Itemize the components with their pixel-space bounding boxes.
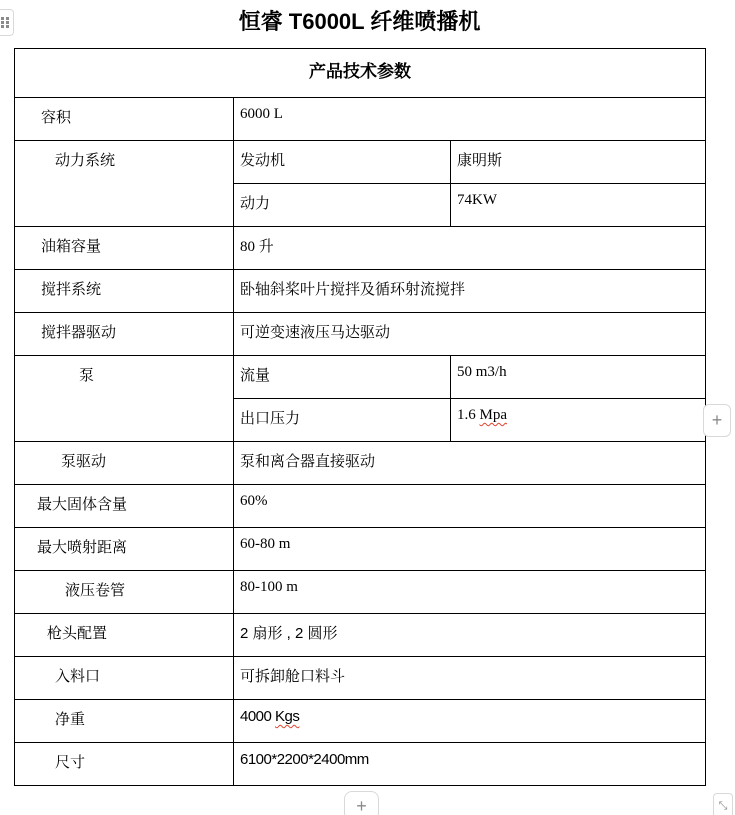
outlet-pressure-value-cell[interactable]: [451, 399, 706, 442]
agitator-drive-value-cell[interactable]: 可逆变速液压马达驱动: [234, 313, 706, 356]
mixing-system-label-cell[interactable]: 搅拌系统: [15, 270, 234, 313]
hose-reel-label-cell[interactable]: 液压卷管: [15, 571, 234, 614]
document-title[interactable]: 恒睿 T6000L 纤维喷播机: [238, 9, 481, 34]
table-row: [15, 528, 706, 571]
pump-drive-value-cell[interactable]: 泵和离合器直接驱动: [234, 442, 706, 485]
dimensions-label-cell[interactable]: 尺寸: [15, 743, 234, 786]
hose-reel-value-cell[interactable]: 80-100 m: [234, 571, 706, 614]
inlet-label-cell[interactable]: 入料口: [15, 657, 234, 700]
table-row: [15, 270, 706, 313]
flow-value-cell[interactable]: 50 m3/h: [451, 356, 706, 399]
engine-value-cell[interactable]: 康明斯: [451, 141, 706, 184]
table-header-row: [15, 49, 706, 98]
nozzle-config-label-cell[interactable]: 枪头配置: [15, 614, 234, 657]
mixing-system-value-cell[interactable]: 卧轴斜桨叶片搅拌及循环射流搅拌: [234, 270, 706, 313]
resize-diagonal-icon: ⤡: [718, 799, 728, 812]
table-row: [15, 700, 706, 743]
net-weight-label-cell[interactable]: 净重: [15, 700, 234, 743]
max-spray-value-cell[interactable]: 60-80 m: [234, 528, 706, 571]
table-row: [15, 313, 706, 356]
agitator-drive-label-cell[interactable]: 搅拌器驱动: [15, 313, 234, 356]
dimensions-value-cell[interactable]: 6100*2200*2400mm: [234, 743, 706, 786]
max-solid-label-cell[interactable]: 最大固体含量: [15, 485, 234, 528]
pump-label-cell[interactable]: 泵: [15, 356, 234, 442]
table-row: [15, 571, 706, 614]
value-text: 4000: [240, 708, 276, 725]
table-row: [15, 227, 706, 270]
max-spray-label-cell[interactable]: 最大喷射距离: [15, 528, 234, 571]
table-header-cell[interactable]: 产品技术参数: [15, 49, 706, 98]
misspelled-word: Kgs: [275, 708, 300, 725]
power-label-cell[interactable]: 动力: [234, 184, 451, 227]
flow-label-cell[interactable]: 流量: [234, 356, 451, 399]
table-row: [15, 743, 706, 786]
power-value-cell[interactable]: 74KW: [451, 184, 706, 227]
table-row: [15, 614, 706, 657]
table-row: [15, 442, 706, 485]
table-resize-handle[interactable]: [713, 793, 733, 815]
pump-drive-label-cell[interactable]: 泵驱动: [15, 442, 234, 485]
table-row: [15, 98, 706, 141]
drag-dots-icon: [1, 17, 9, 28]
value-text: 1.6: [457, 407, 480, 423]
spec-table: [14, 48, 706, 786]
misspelled-word: Mpa: [479, 407, 507, 423]
power-system-label-cell[interactable]: 动力系统: [15, 141, 234, 227]
table-row: [15, 657, 706, 700]
insert-row-button[interactable]: [344, 791, 379, 815]
plus-icon: +: [711, 410, 723, 430]
nozzle-config-value-cell[interactable]: 2 扇形 , 2 圆形: [234, 614, 706, 657]
inlet-value-cell[interactable]: 可拆卸舱口料斗: [234, 657, 706, 700]
table-row: [15, 141, 706, 184]
table-drag-handle[interactable]: [0, 9, 14, 36]
max-solid-value-cell[interactable]: 60%: [234, 485, 706, 528]
insert-column-button[interactable]: [703, 404, 731, 437]
outlet-pressure-label-cell[interactable]: 出口压力: [234, 399, 451, 442]
net-weight-value-cell[interactable]: [234, 700, 706, 743]
capacity-label-cell[interactable]: 容积: [15, 98, 234, 141]
table-row: [15, 485, 706, 528]
table-row: [15, 356, 706, 399]
engine-label-cell[interactable]: 发动机: [234, 141, 451, 184]
fuel-tank-value-cell[interactable]: 80 升: [234, 227, 706, 270]
capacity-value-cell[interactable]: 6000 L: [234, 98, 706, 141]
fuel-tank-label-cell[interactable]: 油箱容量: [15, 227, 234, 270]
plus-icon: +: [356, 795, 367, 815]
